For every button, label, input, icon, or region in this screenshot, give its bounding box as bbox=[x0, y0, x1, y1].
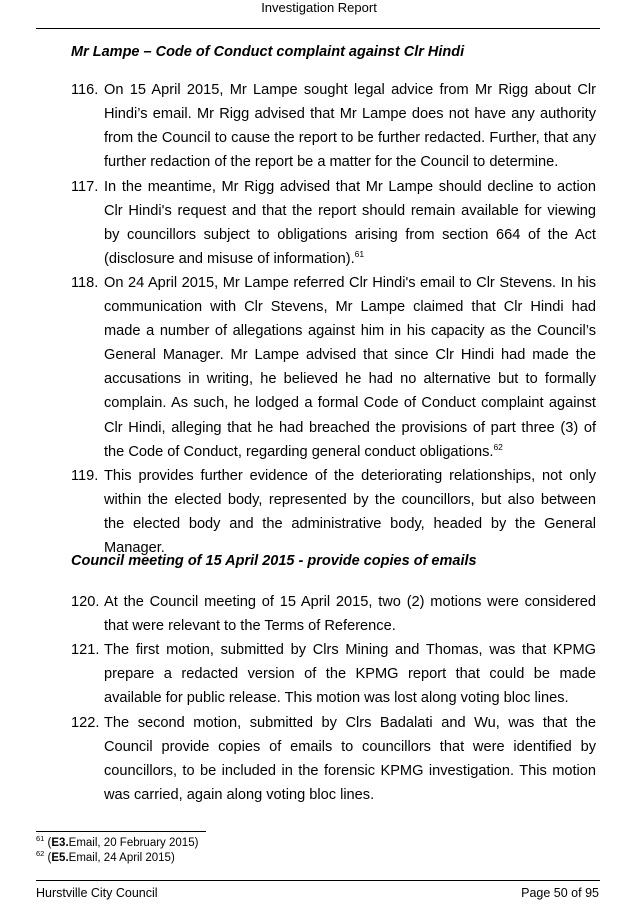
paragraph-number: 117. bbox=[71, 179, 99, 195]
footnote-ref-62[interactable]: 62 bbox=[493, 441, 503, 452]
paragraph-118 bbox=[71, 271, 596, 464]
paragraph-121 bbox=[71, 638, 596, 710]
header-divider bbox=[36, 28, 600, 29]
footnote-open-paren: ( bbox=[47, 852, 52, 864]
footnote-divider bbox=[36, 831, 206, 832]
paragraph-117 bbox=[71, 175, 596, 271]
footnote-open-paren: ( bbox=[47, 837, 52, 849]
paragraph-text: At the Council meeting of 15 April 2015, two (2) motions were considered that were relevant to the Terms of Reference. bbox=[104, 594, 596, 635]
paragraph-number: 116. bbox=[71, 82, 99, 98]
paragraph-119 bbox=[71, 464, 596, 560]
section-heading-code-of-conduct: Mr Lampe – Code of Conduct complaint against Clr Hindi bbox=[71, 44, 465, 60]
footnote-text: Email, 20 February 2015) bbox=[68, 837, 199, 849]
footnote-exhibit-code: E3. bbox=[51, 837, 69, 849]
paragraph-number: 119. bbox=[71, 468, 99, 484]
footnote-62 bbox=[36, 851, 175, 865]
footnote-ref-61[interactable]: 61 bbox=[354, 249, 365, 260]
report-header-title: Investigation Report bbox=[261, 0, 377, 15]
paragraph-text: The first motion, submitted by Clrs Mining and Thomas, was that KPMG prepare a redacted version of the KPMG report that could be made available for public release. This motion was lost along voting bloc lines. bbox=[104, 642, 596, 707]
footnote-text: Email, 24 April 2015) bbox=[68, 852, 175, 864]
paragraph-number: 120. bbox=[71, 594, 100, 610]
paragraph-body bbox=[104, 175, 596, 271]
paragraph-122 bbox=[71, 711, 596, 807]
footnote-mark: 61 bbox=[36, 834, 45, 844]
footer-divider bbox=[36, 880, 600, 881]
paragraph-116 bbox=[71, 78, 596, 174]
paragraph-text: In the meantime, Mr Rigg advised that Mr Lampe should decline to action Clr Hindi's request and that the report should remain available for viewing by councillors subject to obligations arising from section 664 of the Act (disclosure and misuse of information). bbox=[104, 179, 596, 268]
paragraph-number: 121. bbox=[71, 642, 100, 658]
paragraph-120 bbox=[71, 590, 596, 638]
paragraph-number: 122. bbox=[71, 715, 100, 731]
page-number: Page 50 of 95 bbox=[521, 886, 599, 900]
footnote-61 bbox=[36, 836, 198, 850]
paragraph-text: On 24 April 2015, Mr Lampe referred Clr Hindi's email to Clr Stevens. In his communication with Clr Stevens, Mr Lampe claimed that Clr Hindi had made a number of allegations against him in his capacity as the Council’s General Manager. Mr Lampe advised that since Clr Hindi had made the accusations in writing, he believed he had no alternative but to formally complain. As such, he lodged a formal Code of Conduct complaint against Clr Hindi, alleging that he had breached the provisions of part three (3) of the Code of Conduct, regarding general conduct obligations. bbox=[104, 275, 596, 460]
paragraph-text: The second motion, submitted by Clrs Badalati and Wu, was that the Council provide copies of emails to councillors that were identified by councillors, to be included in the forensic KPMG investigation. This motion was carried, again along voting bloc lines. bbox=[104, 715, 596, 804]
paragraph-number: 118. bbox=[71, 275, 99, 291]
paragraph-text: On 15 April 2015, Mr Lampe sought legal advice from Mr Rigg about Clr Hindi’s email. Mr Rigg advised that Mr Lampe does not have any authority from the Council to cause the report to be further redacted. Further, that any further redaction of the report be a matter for the Council to determine. bbox=[104, 82, 596, 171]
footer-organization: Hurstville City Council bbox=[36, 886, 158, 900]
paragraph-text: This provides further evidence of the deteriorating relationships, not only within the elected body, represented by the councillors, but also between the elected body and the administrative body, headed by the General Manager. bbox=[104, 468, 596, 557]
paragraph-body bbox=[104, 271, 596, 464]
footnote-exhibit-code: E5. bbox=[51, 852, 69, 864]
section-heading-council-meeting: Council meeting of 15 April 2015 - provide copies of emails bbox=[71, 553, 477, 569]
footnote-mark: 62 bbox=[36, 849, 45, 859]
